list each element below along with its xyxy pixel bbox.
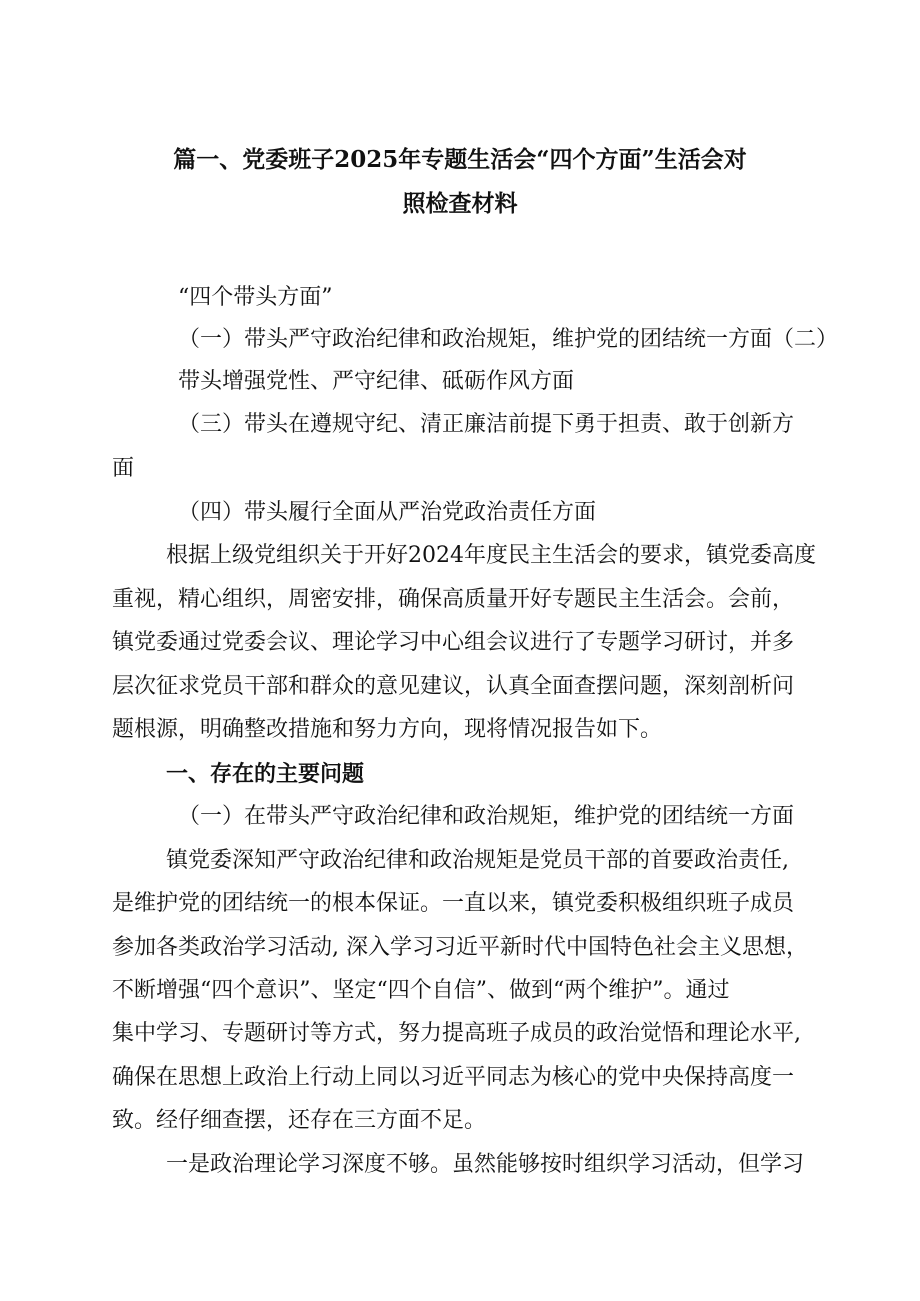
document-title-line-1: 篇一、党委班子2025年专题生活会“四个方面”生活会对	[173, 146, 747, 173]
paragraph-line: 题根源，明确整改措施和努力方向，现将情况报告如下。	[112, 717, 663, 742]
paragraph-line: （一）在带头严守政治纪律和政治规矩，维护党的团结统一方面	[178, 804, 795, 829]
paragraph-line: 镇党委通过党委会议、理论学习中心组会议进行了专题学习研讨，并多	[112, 630, 795, 655]
document-title-line-2: 照检查材料	[402, 190, 518, 217]
paragraph-line: 参加各类政治学习活动, 深入学习习近平新时代中国特色社会主义思想，	[112, 935, 808, 960]
paragraph-line: 一是政治理论学习深度不够。虽然能够按时组织学习活动，但学习	[166, 1152, 805, 1177]
paragraph-line: 重视，精心组织，周密安排，确保高质量开好专题民主生活会。会前，	[112, 587, 795, 612]
paragraph-line: （四）带头履行全面从严治党政治责任方面	[178, 500, 597, 525]
paragraph-line: 根据上级党组织关于开好2024年度民主生活会的要求，镇党委高度	[166, 543, 816, 568]
section-heading: 一、存在的主要问题	[166, 761, 365, 787]
paragraph-line: 致。经仔细查摆，还存在三方面不足。	[112, 1108, 487, 1133]
paragraph-line: 确保在思想上政治上行动上同以习近平同志为核心的党中央保持高度一	[112, 1065, 795, 1090]
paragraph-line: “四个带头方面”	[178, 285, 333, 310]
paragraph-line: 集中学习、专题研讨等方式，努力提高班子成员的政治觉悟和理论水平,	[112, 1021, 801, 1046]
paragraph-line: 不断增强“四个意识”、坚定“四个自信”、做到“两个维护”。通过	[112, 978, 730, 1003]
paragraph-line: 面	[112, 456, 135, 481]
paragraph-line: 镇党委深知严守政治纪律和政治规矩是党员干部的首要政治责任,	[166, 848, 789, 873]
paragraph-line: 层次征求党员干部和群众的意见建议，认真全面查摆问题，深刻剖析问	[112, 674, 795, 699]
paragraph-line: 带头增强党性、严守纪律、砥砺作风方面	[178, 369, 575, 394]
paragraph-line: （三）带头在遵规守纪、清正廉洁前提下勇于担责、敢于创新方	[178, 412, 795, 437]
paragraph-line: （一）带头严守政治纪律和政治规矩，维护党的团结统一方面（二）	[178, 327, 839, 352]
paragraph-line: 是维护党的团结统一的根本保证。一直以来，镇党委积极组织班子成员	[112, 891, 795, 916]
